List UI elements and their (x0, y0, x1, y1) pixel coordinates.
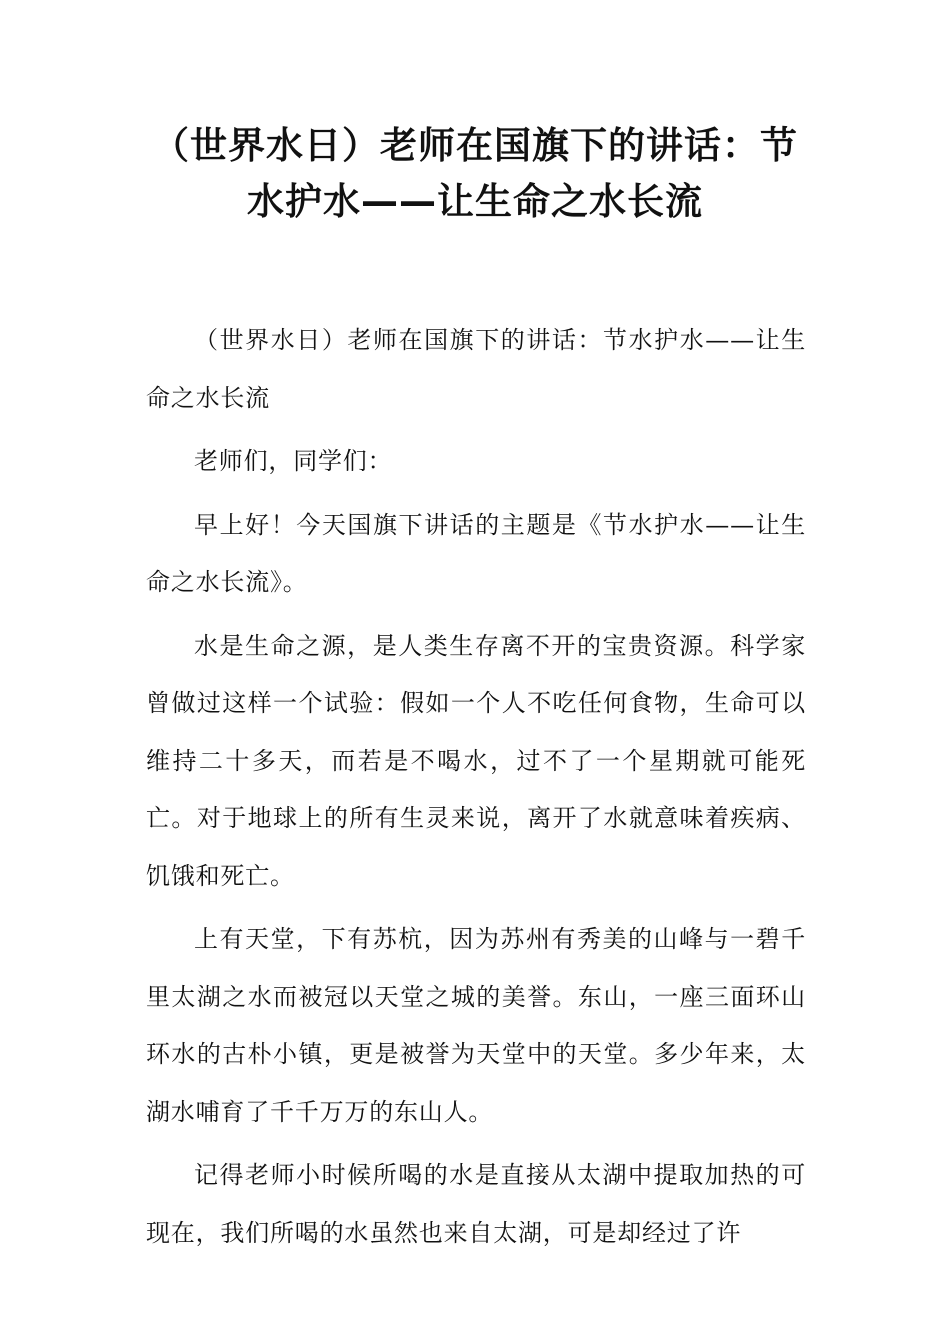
paragraph-water-source: 水是生命之源，是人类生存离不开的宝贵资源。科学家曾做过这样一个试验：假如一个人不吃任何食物，生命可以维持二十多天，而若是不喝水，过不了一个星期就可能死亡。对于地球上的所有生灵来说，离开了水就意味着疾病、饥饿和死亡。 (146, 631, 806, 890)
paragraph-memory: 记得老师小时候所喝的水是直接从太湖中提取加热的可现在，我们所喝的水虽然也来自太湖，可是却经过了许 (146, 1161, 806, 1247)
document-body (146, 312, 806, 1268)
paragraph-greeting: 老师们，同学们： (194, 447, 393, 475)
paragraph-suzhou-taihu: 上有天堂，下有苏杭，因为苏州有秀美的山峰与一碧千里太湖之水而被冠以天堂之城的美誉。东山，一座三面环山环水的古朴小镇，更是被誉为天堂中的天堂。多少年来，太湖水哺育了千千万万的东山人。 (146, 925, 806, 1126)
paragraph-theme: 早上好！今天国旗下讲话的主题是《节水护水——让生命之水长流》。 (146, 510, 806, 596)
paragraph-heading-repeat: （世界水日）老师在国旗下的讲话：节水护水——让生命之水长流 (146, 326, 806, 412)
document-title: （世界水日）老师在国旗下的讲话：节水护水——让生命之水长流 (152, 124, 798, 223)
